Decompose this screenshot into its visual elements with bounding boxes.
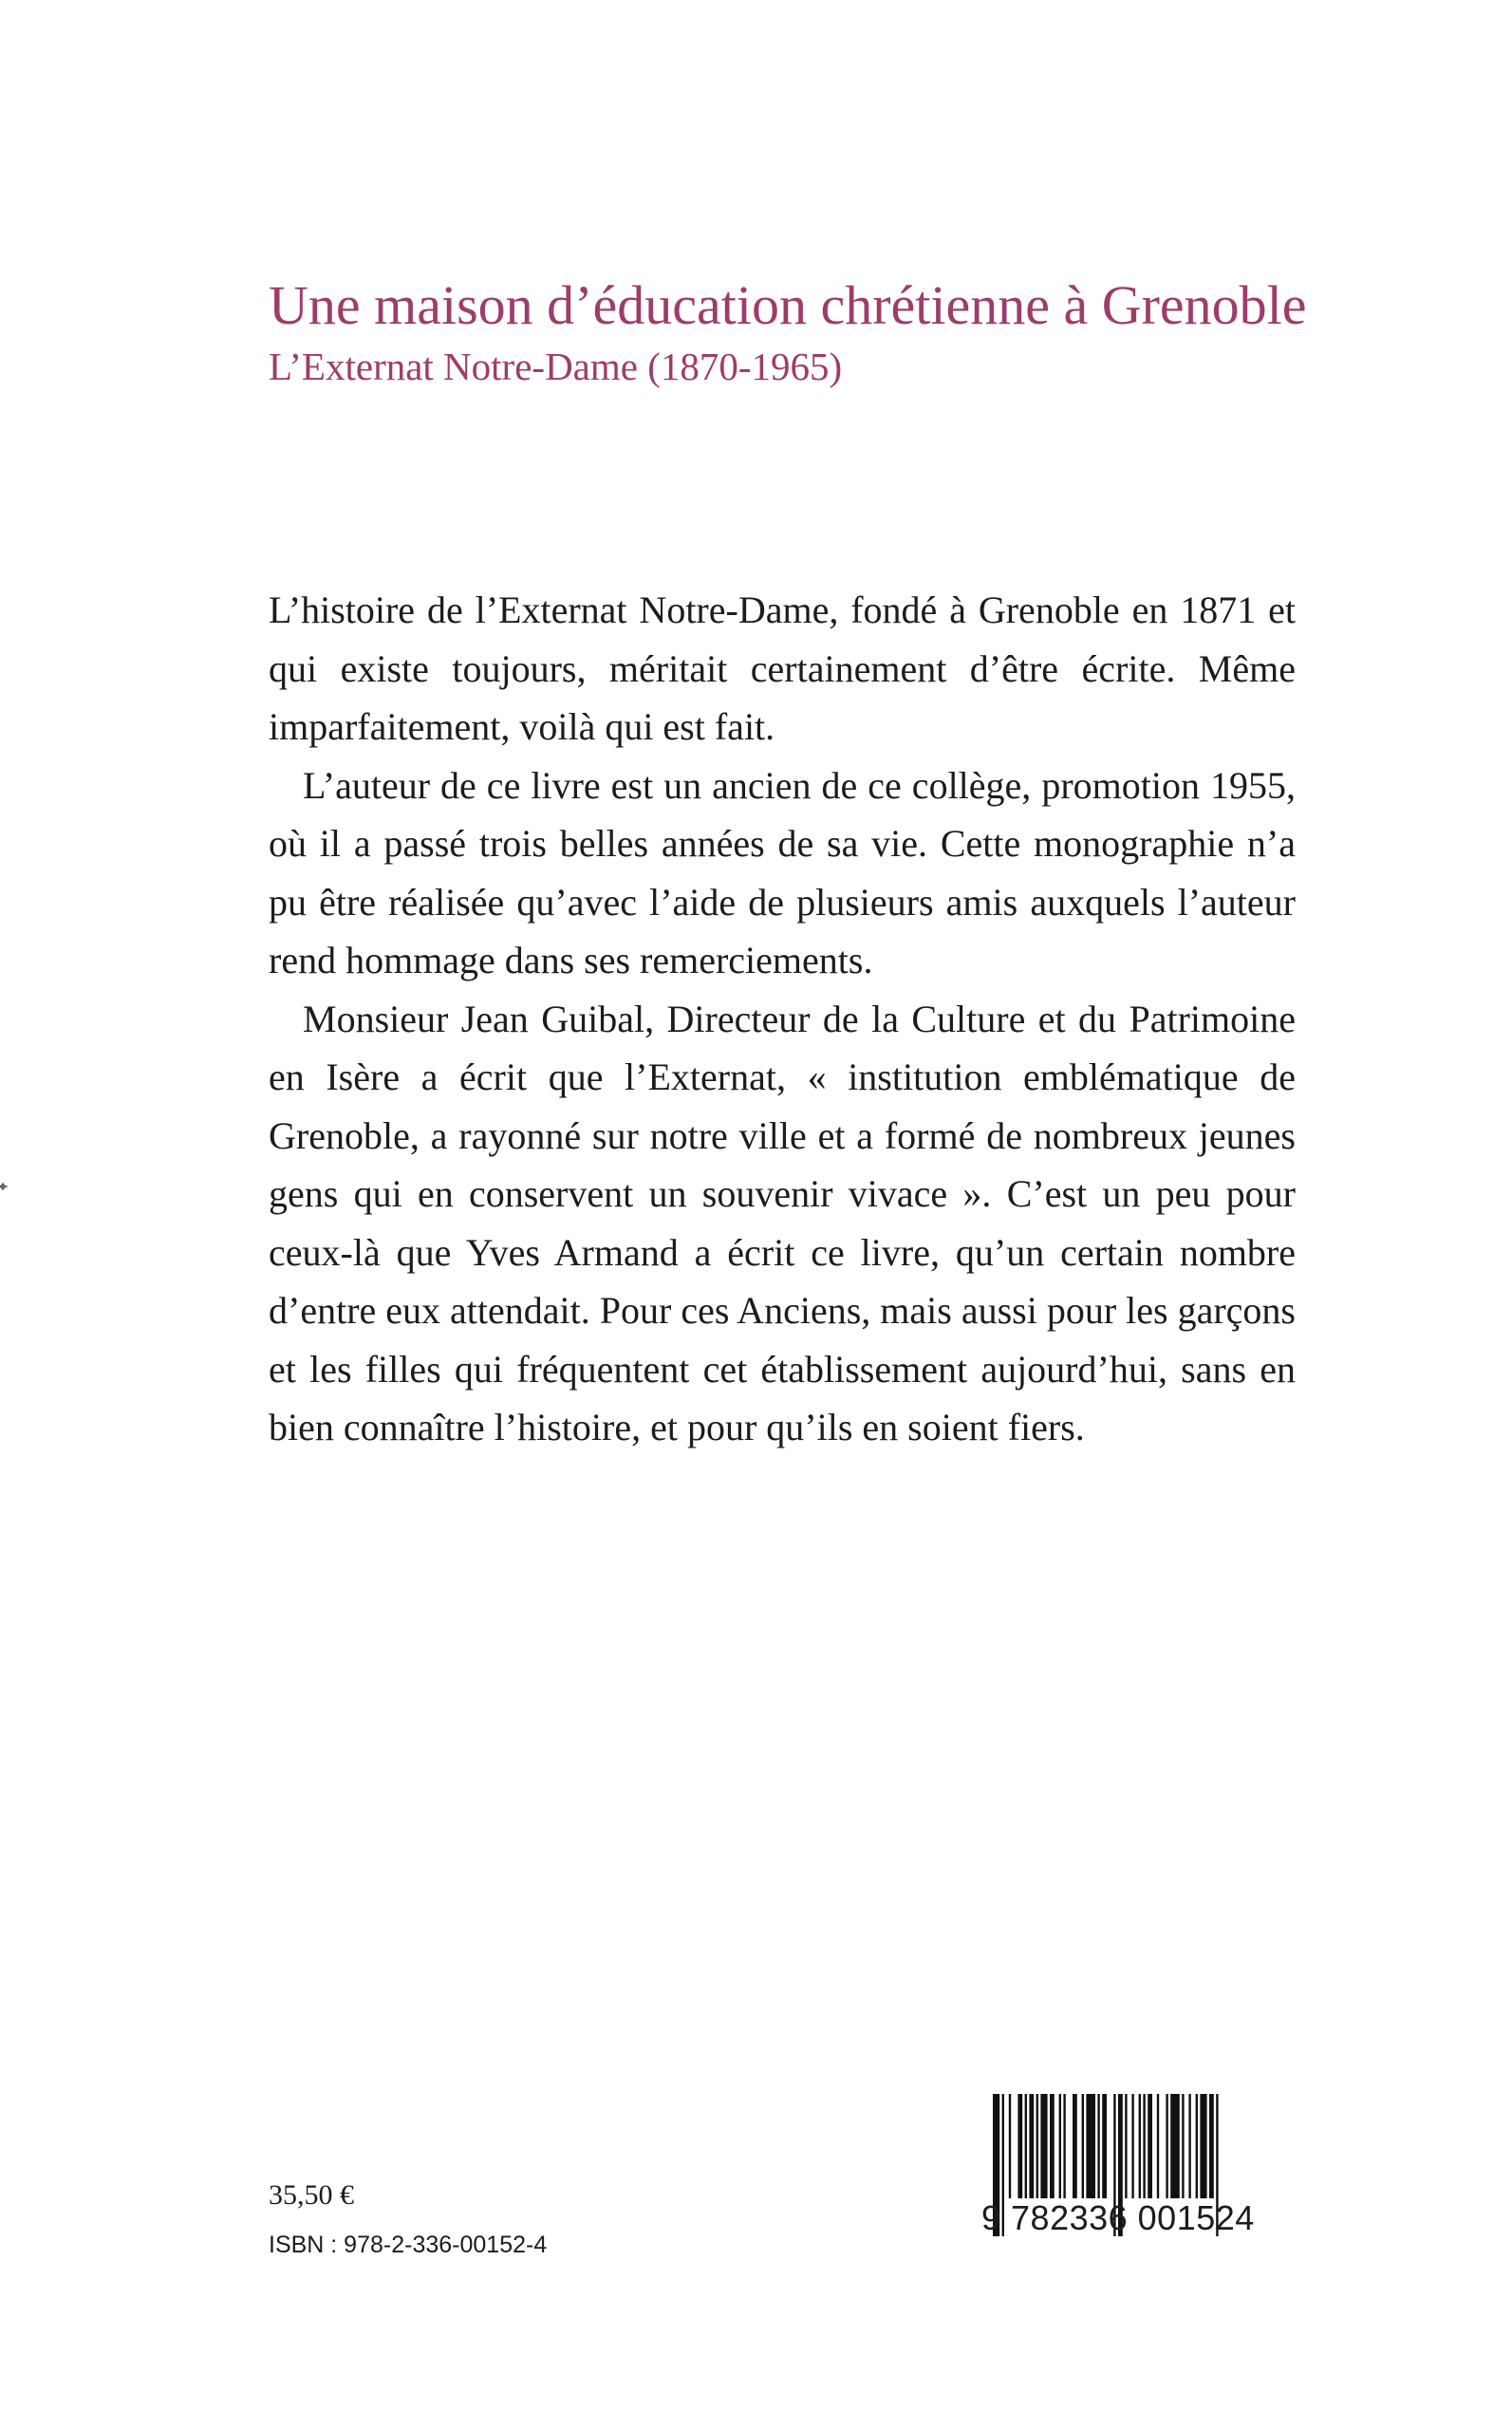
barcode-bar [1170,2094,1180,2198]
barcode-bar [1017,2094,1022,2198]
barcode-bar [1082,2094,1084,2198]
barcode-bar [1097,2094,1099,2198]
barcode-bar [1188,2094,1190,2198]
price-label: 35,50 € [269,2179,354,2211]
isbn-label: ISBN : 978-2-336-00152-4 [269,2232,548,2258]
blurb-paragraph: L’histoire de l’Externat Notre-Dame, fondé à Grenoble en 1871 et qui existe toujours, méritait certainement d’être écrite. Même imparfaitement, voilà qui est fait. [269,588,1296,748]
barcode-bar [1125,2094,1127,2198]
barcode-digits: 9 782336 001524 [981,2198,1255,2237]
barcode-bar [1148,2094,1152,2198]
barcode-bar [1073,2094,1077,2198]
barcode-bar [1139,2094,1141,2198]
barcode-bar [1131,2094,1133,2198]
barcode-bar [1143,2094,1145,2198]
blurb-paragraph: Monsieur Jean Guibal, Directeur de la Culture et du Patrimoine en Isère a écrit que l’Externat, « institution emblématique de Grenoble, a rayonné sur notre ville et a formé de nombreux jeunes gens qui en conservent un souvenir vivace ». C’est un peu pour ceux-là que Yves Armand a écrit ce livre, qu’un certain nombre d’entre eux attendait. Pour ces Anciens, mais aussi pour les garçons et les filles qui fréquentent cet établissement aujourd’hui, sans en bien connaître l’histoire, et pour qu’ils en soient fiers. [269,997,1296,1448]
barcode-bar [1009,2094,1011,2198]
barcode-bar [1200,2094,1206,2198]
barcode-bar [1050,2094,1055,2198]
book-title: Une maison d’éducation chrétienne à Grenoble [269,274,1307,336]
barcode-bar [1036,2094,1038,2198]
barcode-bar [1063,2094,1065,2198]
blurb-paragraph: L’auteur de ce livre est un ancien de ce collège, promotion 1955, où il a passé trois belles années de sa vie. Cette monographie n’a pu être réalisée qu’avec l’aide de plusieurs amis auxquels l’auteur rend hommage dans ses remerciements. [269,763,1296,981]
barcode-bar [1157,2094,1159,2198]
barcode-bar [1040,2094,1047,2198]
barcode-bar [1029,2094,1034,2198]
barcode-bar [1196,2094,1198,2198]
barcode-bar [1209,2094,1214,2198]
barcode-bar [1166,2094,1167,2198]
barcode-bar [1102,2094,1107,2198]
barcode-bar [1182,2094,1184,2198]
barcode-bar [1059,2094,1061,2198]
back-cover-blurb [269,581,1296,1457]
barcode-bar [1025,2094,1027,2198]
book-subtitle: L’Externat Notre-Dame (1870-1965) [269,345,843,388]
barcode-bar [1086,2094,1095,2198]
registration-crosshair-icon [0,1179,9,1188]
